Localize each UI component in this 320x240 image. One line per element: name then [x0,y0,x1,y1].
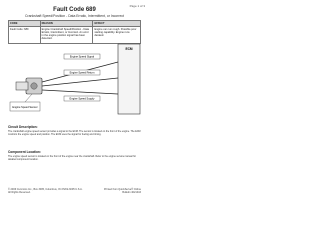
location-text: The engine speed sensor is located on the front of the engine near the crankshaft. Refer to the engine service manual for detailed component location. [8,155,136,162]
cell-reason: Engine Crankshaft Speed/Position - Data Erratic, Intermittent, or Incorrect. An error in the engine position signal has been detected. [40,27,93,44]
footer-print-info [104,188,141,194]
supply-wire [42,90,118,94]
cell-effect: Engine can run rough. Possible poor starting capability. Engine runs derated. [93,27,141,44]
location-heading: Component Location: [8,150,41,154]
sensor-label: Engine Speed Sensor [12,105,38,109]
footer-copyright-line2: All Rights Reserved. [8,191,31,194]
wiring-diagram [8,40,141,122]
page-number: Page 1 of 3 [129,4,145,8]
supply-label: Engine Speed Supply [69,97,95,101]
col-header-code: CODE [9,21,41,27]
page-subtitle: Crankshaft Speed/Position - Data Erratic, Intermittent, or Incorrect [25,14,124,18]
return-label: Engine Speed Return [69,71,95,75]
col-header-reason: REASON [40,21,93,27]
circuit-text: The crankshaft engine speed sensor provides a signal to the ECM. The sensor is located on the front of the engine. The ECM monitors the engine speed and position. The ECM uses the signal for fueling and timing. [8,130,141,137]
page-title: Fault Code 689 [53,7,96,13]
speed-sensor-drawing [16,78,42,94]
ecm-box [118,44,140,114]
col-header-effect: EFFECT [93,21,141,27]
signal-label: Engine Speed Signal [69,55,95,59]
circuit-heading: Circuit Description: [8,125,38,129]
footer-copyright-line1: © 2006 Cummins Inc., Box 3005, Columbus, IN 47202-3005 U.S.A. [8,188,83,191]
footer-copyright [8,188,83,194]
cell-code: Fault Code: 689 [9,27,41,44]
ecm-label: ECM [125,47,133,51]
footer-print-line1: Printed from QuickServe® Online [104,188,141,191]
footer-print-line2: Bulletin 4021416 [122,191,141,194]
